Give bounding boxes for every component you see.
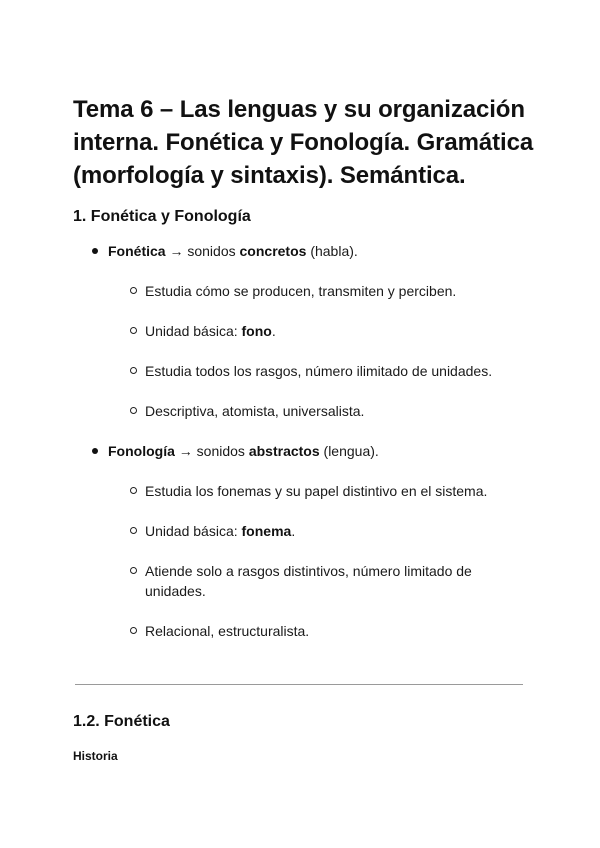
sub-list-item (130, 281, 525, 301)
sub-item-suffix: . (291, 523, 296, 539)
sub-list-item (130, 621, 525, 641)
bullet-dot-icon (92, 248, 98, 254)
bullet-dot-icon (92, 448, 98, 454)
arrow-text: → sonidos (165, 243, 240, 259)
sub-list-item (130, 321, 525, 341)
sub-list-item (130, 361, 525, 381)
sub-item-text (145, 321, 525, 341)
sub-item-prefix: Unidad básica: (145, 323, 242, 339)
sub-list-item (130, 561, 520, 601)
page-title: Tema 6 – Las lenguas y su organización interna. Fonética y Fonología. Gramática (morfología y sintaxis). Semántica. (73, 96, 534, 189)
circle-bullet-icon (130, 487, 137, 494)
key-bold: concretos (239, 243, 307, 259)
horizontal-divider (75, 684, 523, 685)
circle-bullet-icon (130, 627, 137, 634)
sub-item-suffix: . (271, 323, 276, 339)
circle-bullet-icon (130, 327, 137, 334)
circle-bullet-icon (130, 527, 137, 534)
sub-item-text: Relacional, estructuralista. (145, 623, 310, 639)
sub-item-bold: fono (241, 323, 272, 339)
list-item-text (108, 241, 358, 261)
sub-item-text: Descriptiva, atomista, universalista. (145, 403, 365, 419)
circle-bullet-icon (130, 287, 137, 294)
sub-item-prefix: Unidad básica: (145, 523, 242, 539)
term-bold: Fonética (108, 243, 166, 259)
circle-bullet-icon (130, 407, 137, 414)
term-bold: Fonología (108, 443, 175, 459)
list-item-text (108, 441, 379, 461)
circle-bullet-icon (130, 567, 137, 574)
sub-item-text: Atiende solo a rasgos distintivos, número limitado de unidades. (145, 563, 472, 599)
sub-item-text: Estudia todos los rasgos, número ilimitado de unidades. (145, 363, 493, 379)
subheading-historia: Historia (73, 749, 118, 763)
sub-list-item (130, 401, 525, 421)
rest-text: (lengua). (319, 443, 379, 459)
sub-list-item (130, 481, 525, 501)
section-heading-fonetica: 1.2. Fonética (73, 713, 170, 730)
circle-bullet-icon (130, 367, 137, 374)
sub-item-bold: fonema (241, 523, 292, 539)
arrow-text: → sonidos (174, 443, 249, 459)
sub-item-text: Estudia cómo se producen, transmiten y perciben. (145, 283, 457, 299)
sub-list-item (130, 521, 525, 541)
section-heading-fonetica-fonologia: 1. Fonética y Fonología (73, 208, 251, 225)
rest-text: (habla). (306, 243, 358, 259)
sub-item-text (145, 521, 525, 541)
sub-item-text: Estudia los fonemas y su papel distintivo en el sistema. (145, 483, 488, 499)
key-bold: abstractos (248, 443, 320, 459)
